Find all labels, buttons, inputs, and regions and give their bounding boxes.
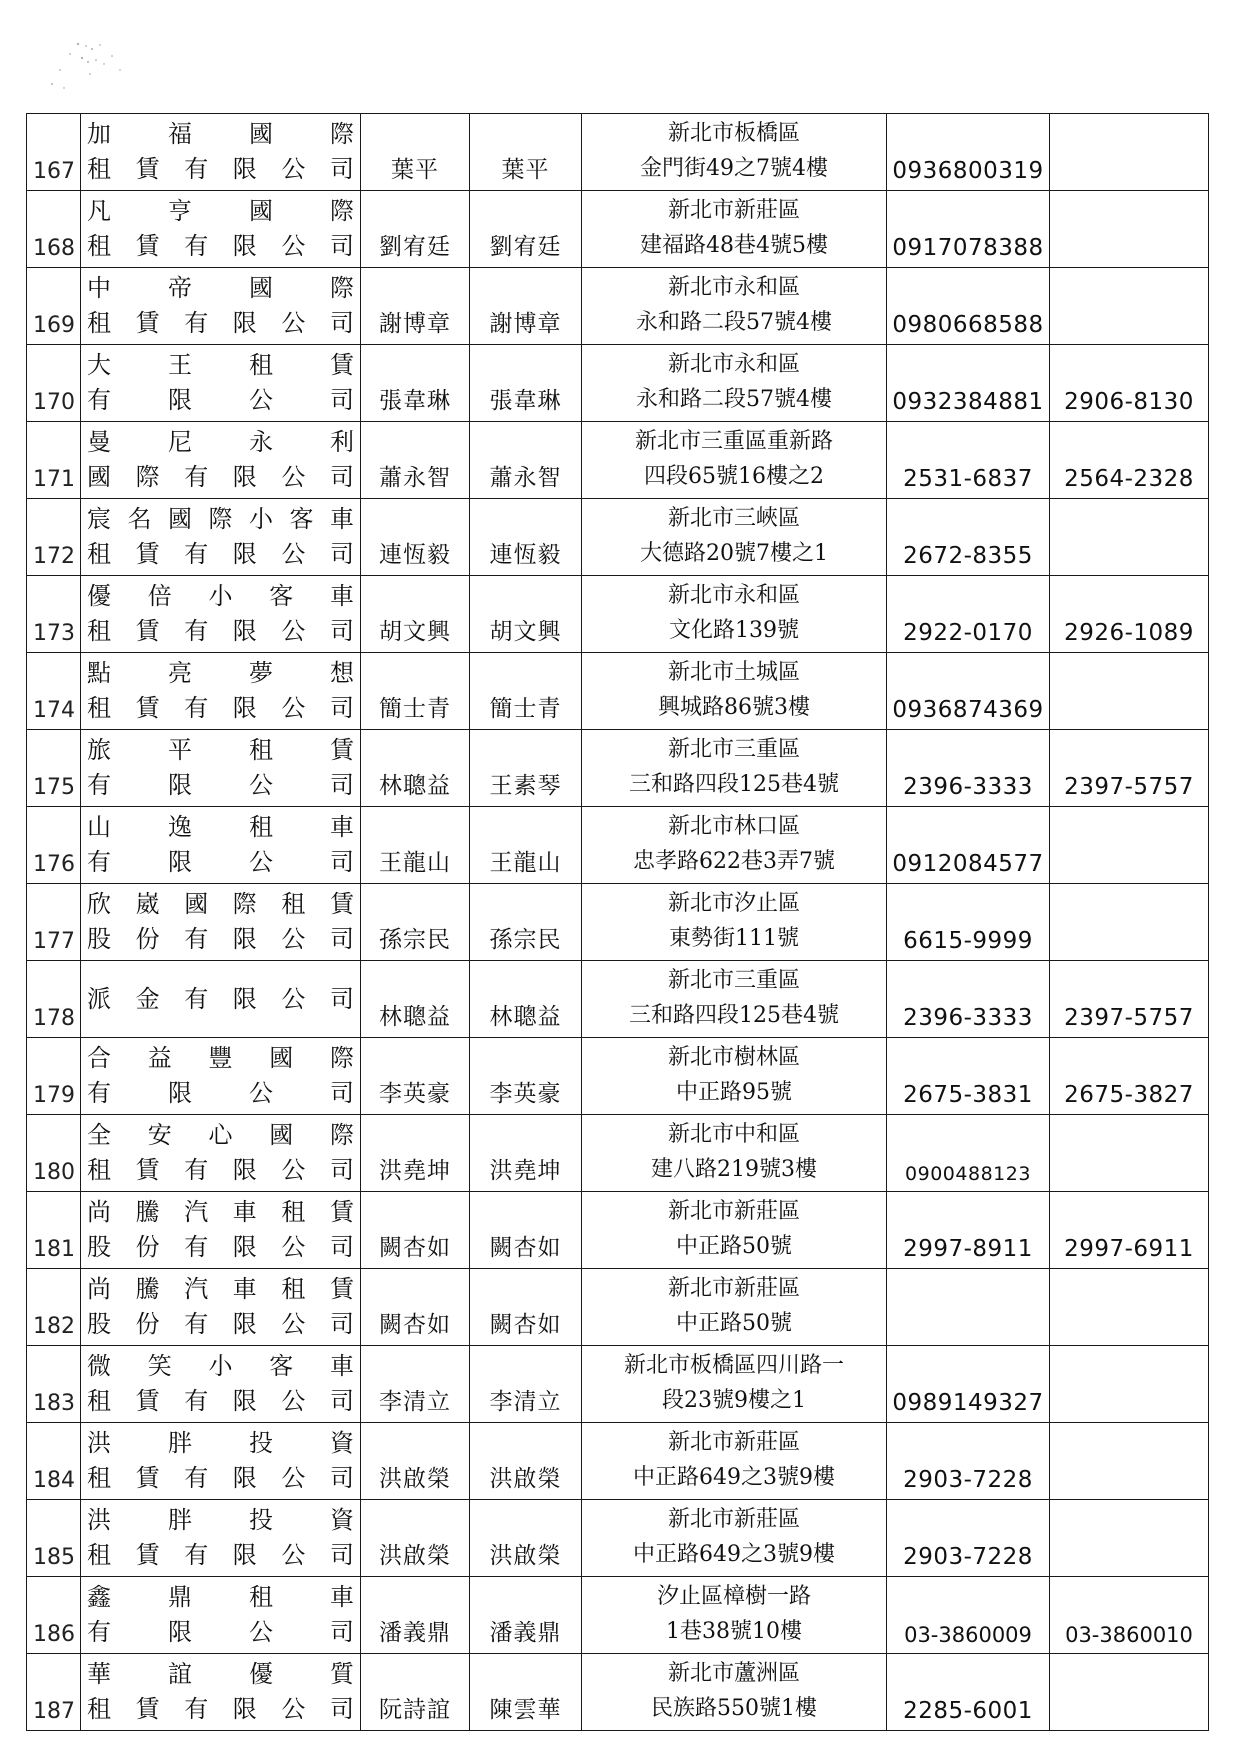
row-number: 177 (27, 884, 81, 961)
company-name-line: 租 賃 有 限 公 司 (87, 1464, 354, 1492)
address-line: 永和路二段57號4樓 (636, 310, 832, 335)
row-number: 179 (27, 1038, 81, 1115)
company-name (81, 1423, 361, 1500)
phone-number: 2285-6001 (887, 1654, 1050, 1731)
table-row (27, 1269, 1209, 1346)
company-name (81, 422, 361, 499)
representative-name: 謝博章 (361, 268, 470, 345)
address-line: 新北市永和區 (667, 275, 800, 300)
fax-number: 2926-1089 (1050, 576, 1209, 653)
company-name-line: 華 誼 優 質 (87, 1660, 354, 1688)
company-name (81, 345, 361, 422)
company-name-line: 租 賃 有 限 公 司 (87, 694, 354, 722)
address-line: 金門街49之7號4樓 (640, 156, 828, 181)
address-line: 新北市三重區重新路 (634, 429, 833, 454)
representative-name: 阮詩誼 (361, 1654, 470, 1731)
row-number: 173 (27, 576, 81, 653)
row-number: 186 (27, 1577, 81, 1654)
address-line: 新北市三重區 (667, 737, 800, 762)
manager-name: 闕杏如 (470, 1269, 582, 1346)
phone-number: 6615-9999 (887, 884, 1050, 961)
row-number: 172 (27, 499, 81, 576)
manager-name: 蕭永智 (470, 422, 582, 499)
fax-number: 03-3860010 (1050, 1577, 1209, 1654)
fax-number (1050, 191, 1209, 268)
company-name (81, 884, 361, 961)
company-name (81, 1115, 361, 1192)
phone-number: 2396-3333 (887, 961, 1050, 1038)
row-number: 184 (27, 1423, 81, 1500)
address-line: 新北市土城區 (667, 660, 800, 685)
company-name (81, 268, 361, 345)
manager-name: 王素琴 (470, 730, 582, 807)
company-name-line: 租 賃 有 限 公 司 (87, 540, 354, 568)
company-name-line: 全 安 心 國 際 (87, 1121, 354, 1149)
company-name (81, 1346, 361, 1423)
table-row (27, 576, 1209, 653)
representative-name: 葉平 (361, 114, 470, 191)
company-name-line: 加 福 國 際 (87, 120, 354, 148)
company-name-line: 股 份 有 限 公 司 (87, 925, 354, 953)
address-line: 文化路139號 (669, 618, 799, 643)
company-name-line: 中 帝 國 際 (87, 274, 354, 302)
table-row (27, 1038, 1209, 1115)
table-row (27, 191, 1209, 268)
company-name-line: 旅 平 租 賃 (87, 736, 354, 764)
table-row (27, 1192, 1209, 1269)
address-line: 中正路95號 (676, 1080, 792, 1105)
manager-name: 葉平 (470, 114, 582, 191)
company-name-line: 租 賃 有 限 公 司 (87, 1156, 354, 1184)
address-line: 大德路20號7樓之1 (640, 541, 828, 566)
manager-name: 李英豪 (470, 1038, 582, 1115)
fax-number (1050, 1423, 1209, 1500)
table-row (27, 1346, 1209, 1423)
manager-name: 李清立 (470, 1346, 582, 1423)
table-row (27, 422, 1209, 499)
company-name-line: 尚 騰 汽 車 租 賃 (87, 1275, 354, 1303)
table-row (27, 807, 1209, 884)
manager-name: 張韋琳 (470, 345, 582, 422)
company-name-line: 有 限 公 司 (87, 848, 354, 876)
address-line: 三和路四段125巷4號 (629, 1003, 839, 1028)
fax-number (1050, 1115, 1209, 1192)
table-row (27, 884, 1209, 961)
company-name-line: 租 賃 有 限 公 司 (87, 1541, 354, 1569)
representative-name: 洪啟榮 (361, 1500, 470, 1577)
row-number: 176 (27, 807, 81, 884)
company-address (582, 1269, 887, 1346)
row-number: 178 (27, 961, 81, 1038)
phone-number: 2396-3333 (887, 730, 1050, 807)
row-number: 174 (27, 653, 81, 730)
company-name (81, 114, 361, 191)
fax-number: 2997-6911 (1050, 1192, 1209, 1269)
address-line: 汐止區樟樹一路 (656, 1584, 811, 1609)
company-name (81, 1192, 361, 1269)
phone-number: 0900488123 (887, 1115, 1050, 1192)
representative-name: 林聰益 (361, 961, 470, 1038)
company-name (81, 499, 361, 576)
fax-number: 2397-5757 (1050, 730, 1209, 807)
row-number: 185 (27, 1500, 81, 1577)
phone-number: 03-3860009 (887, 1577, 1050, 1654)
company-address (582, 114, 887, 191)
table-row (27, 1654, 1209, 1731)
representative-name: 王龍山 (361, 807, 470, 884)
company-name-line: 洪 胖 投 資 (87, 1506, 354, 1534)
manager-name: 孫宗民 (470, 884, 582, 961)
address-line: 建福路48巷4號5樓 (640, 233, 828, 258)
company-name (81, 653, 361, 730)
rental-company-table (26, 113, 1209, 1731)
row-number: 182 (27, 1269, 81, 1346)
address-line: 中正路649之3號9樓 (633, 1465, 835, 1490)
address-line: 建八路219號3樓 (651, 1157, 817, 1182)
scan-noise-marks (40, 40, 160, 100)
representative-name: 李清立 (361, 1346, 470, 1423)
representative-name: 闕杏如 (361, 1269, 470, 1346)
table-row (27, 345, 1209, 422)
manager-name: 陳雲華 (470, 1654, 582, 1731)
address-line: 興城路86號3樓 (658, 695, 810, 720)
manager-name: 胡文興 (470, 576, 582, 653)
company-name-line: 國 際 有 限 公 司 (87, 463, 354, 491)
table-row (27, 268, 1209, 345)
phone-number: 2997-8911 (887, 1192, 1050, 1269)
representative-name: 劉宥廷 (361, 191, 470, 268)
phone-number: 2531-6837 (887, 422, 1050, 499)
row-number: 183 (27, 1346, 81, 1423)
phone-number: 2675-3831 (887, 1038, 1050, 1115)
company-name-line: 租 賃 有 限 公 司 (87, 1387, 354, 1415)
row-number: 171 (27, 422, 81, 499)
phone-number: 0912084577 (887, 807, 1050, 884)
company-name-line: 鑫 鼎 租 車 (87, 1583, 354, 1611)
representative-name: 潘義鼎 (361, 1577, 470, 1654)
fax-number: 2906-8130 (1050, 345, 1209, 422)
manager-name: 王龍山 (470, 807, 582, 884)
address-line: 新北市三重區 (667, 968, 800, 993)
table-row (27, 499, 1209, 576)
fax-number (1050, 268, 1209, 345)
company-address (582, 191, 887, 268)
table-row (27, 1423, 1209, 1500)
fax-number (1050, 653, 1209, 730)
representative-name: 洪啟榮 (361, 1423, 470, 1500)
address-line: 新北市汐止區 (667, 891, 800, 916)
company-address (582, 961, 887, 1038)
table-row (27, 961, 1209, 1038)
phone-number (887, 1269, 1050, 1346)
phone-number: 2922-0170 (887, 576, 1050, 653)
phone-number: 0936874369 (887, 653, 1050, 730)
manager-name: 洪堯坤 (470, 1115, 582, 1192)
representative-name: 林聰益 (361, 730, 470, 807)
company-name (81, 1038, 361, 1115)
representative-name: 張韋琳 (361, 345, 470, 422)
address-line: 忠孝路622巷3弄7號 (633, 849, 835, 874)
company-name (81, 730, 361, 807)
company-name-line: 股 份 有 限 公 司 (87, 1310, 354, 1338)
address-line: 中正路50號 (676, 1234, 792, 1259)
company-name-line: 凡 亨 國 際 (87, 197, 354, 225)
fax-number: 2397-5757 (1050, 961, 1209, 1038)
row-number: 169 (27, 268, 81, 345)
company-name-line: 租 賃 有 限 公 司 (87, 309, 354, 337)
address-line: 新北市板橋區四川路一 (623, 1353, 844, 1378)
address-line: 民族路550號1樓 (651, 1696, 817, 1721)
company-name-line: 曼 尼 永 利 (87, 428, 354, 456)
company-address (582, 422, 887, 499)
address-line: 新北市新莊區 (667, 1199, 800, 1224)
company-address (582, 1423, 887, 1500)
table-row (27, 653, 1209, 730)
row-number: 170 (27, 345, 81, 422)
table-row (27, 1577, 1209, 1654)
row-number: 181 (27, 1192, 81, 1269)
address-line: 新北市中和區 (667, 1122, 800, 1147)
manager-name: 林聰益 (470, 961, 582, 1038)
company-name-line: 宸 名 國 際 小 客 車 (87, 505, 354, 533)
company-address (582, 1654, 887, 1731)
company-address (582, 345, 887, 422)
address-line: 三和路四段125巷4號 (629, 772, 839, 797)
company-address (582, 576, 887, 653)
company-name-line: 點 亮 夢 想 (87, 659, 354, 687)
phone-number: 2903-7228 (887, 1423, 1050, 1500)
company-address (582, 807, 887, 884)
phone-number: 0936800319 (887, 114, 1050, 191)
address-line: 新北市永和區 (667, 583, 800, 608)
company-name (81, 1654, 361, 1731)
company-name-line: 租 賃 有 限 公 司 (87, 1695, 354, 1723)
manager-name: 闕杏如 (470, 1192, 582, 1269)
address-line: 1巷38號10樓 (666, 1619, 802, 1644)
company-address (582, 1038, 887, 1115)
fax-number (1050, 1269, 1209, 1346)
company-address (582, 1192, 887, 1269)
address-line: 四段65號16樓之2 (644, 464, 824, 489)
company-address (582, 268, 887, 345)
phone-number: 0932384881 (887, 345, 1050, 422)
phone-number: 0980668588 (887, 268, 1050, 345)
table-body (27, 114, 1209, 1731)
company-name-line: 有 限 公 司 (87, 1079, 354, 1107)
representative-name: 闕杏如 (361, 1192, 470, 1269)
manager-name: 洪啟榮 (470, 1500, 582, 1577)
address-line: 永和路二段57號4樓 (636, 387, 832, 412)
phone-number: 0989149327 (887, 1346, 1050, 1423)
company-address (582, 653, 887, 730)
company-name (81, 1269, 361, 1346)
row-number: 175 (27, 730, 81, 807)
company-name-line: 租 賃 有 限 公 司 (87, 617, 354, 645)
company-name-line: 優 倍 小 客 車 (87, 582, 354, 610)
address-line: 新北市新莊區 (667, 1507, 800, 1532)
address-line: 新北市永和區 (667, 352, 800, 377)
company-name-line: 微 笑 小 客 車 (87, 1352, 354, 1380)
manager-name: 劉宥廷 (470, 191, 582, 268)
manager-name: 潘義鼎 (470, 1577, 582, 1654)
fax-number (1050, 884, 1209, 961)
representative-name: 蕭永智 (361, 422, 470, 499)
company-address (582, 1500, 887, 1577)
representative-name: 孫宗民 (361, 884, 470, 961)
manager-name: 簡士青 (470, 653, 582, 730)
fax-number (1050, 1654, 1209, 1731)
address-line: 新北市板橋區 (667, 121, 800, 146)
row-number: 168 (27, 191, 81, 268)
table-row (27, 730, 1209, 807)
company-name-line: 租 賃 有 限 公 司 (87, 232, 354, 260)
company-address (582, 499, 887, 576)
manager-name: 連恆毅 (470, 499, 582, 576)
representative-name: 胡文興 (361, 576, 470, 653)
address-line: 東勢街111號 (669, 926, 799, 951)
company-name-line: 山 逸 租 車 (87, 813, 354, 841)
fax-number (1050, 807, 1209, 884)
company-address (582, 884, 887, 961)
company-address (582, 1115, 887, 1192)
address-line: 中正路649之3號9樓 (633, 1542, 835, 1567)
address-line: 新北市新莊區 (667, 1430, 800, 1455)
company-name (81, 807, 361, 884)
phone-number: 2903-7228 (887, 1500, 1050, 1577)
phone-number: 0917078388 (887, 191, 1050, 268)
company-name-line: 大 王 租 賃 (87, 351, 354, 379)
row-number: 187 (27, 1654, 81, 1731)
representative-name: 連恆毅 (361, 499, 470, 576)
address-line: 新北市三峽區 (667, 506, 800, 531)
table-row (27, 1500, 1209, 1577)
manager-name: 謝博章 (470, 268, 582, 345)
company-name-line: 有 限 公 司 (87, 771, 354, 799)
company-name-line: 有 限 公 司 (87, 1618, 354, 1646)
company-address (582, 1346, 887, 1423)
company-name (81, 1500, 361, 1577)
company-name-line: 租 賃 有 限 公 司 (87, 155, 354, 183)
address-line: 新北市樹林區 (667, 1045, 800, 1070)
fax-number (1050, 1500, 1209, 1577)
representative-name: 洪堯坤 (361, 1115, 470, 1192)
address-line: 新北市新莊區 (667, 1276, 800, 1301)
address-line: 段23號9樓之1 (662, 1388, 806, 1413)
fax-number: 2564-2328 (1050, 422, 1209, 499)
row-number: 180 (27, 1115, 81, 1192)
address-line: 新北市林口區 (667, 814, 800, 839)
company-name (81, 576, 361, 653)
company-address (582, 730, 887, 807)
company-address (582, 1577, 887, 1654)
address-line: 新北市蘆洲區 (667, 1661, 800, 1686)
company-name-line: 欣 崴 國 際 租 賃 (87, 890, 354, 918)
table-row (27, 1115, 1209, 1192)
fax-number (1050, 114, 1209, 191)
company-name-line: 合 益 豐 國 際 (87, 1044, 354, 1072)
representative-name: 李英豪 (361, 1038, 470, 1115)
table-row (27, 114, 1209, 191)
address-line: 中正路50號 (676, 1311, 792, 1336)
company-name (81, 191, 361, 268)
company-name-line: 派 金 有 限 公 司 (87, 984, 354, 1013)
company-name (81, 1577, 361, 1654)
fax-number (1050, 499, 1209, 576)
row-number: 167 (27, 114, 81, 191)
phone-number: 2672-8355 (887, 499, 1050, 576)
fax-number (1050, 1346, 1209, 1423)
company-name-line: 有 限 公 司 (87, 386, 354, 414)
manager-name: 洪啟榮 (470, 1423, 582, 1500)
company-name (81, 961, 361, 1038)
fax-number: 2675-3827 (1050, 1038, 1209, 1115)
company-name-line: 洪 胖 投 資 (87, 1429, 354, 1457)
representative-name: 簡士青 (361, 653, 470, 730)
company-name-line: 股 份 有 限 公 司 (87, 1233, 354, 1261)
company-name-line: 尚 騰 汽 車 租 賃 (87, 1198, 354, 1226)
address-line: 新北市新莊區 (667, 198, 800, 223)
